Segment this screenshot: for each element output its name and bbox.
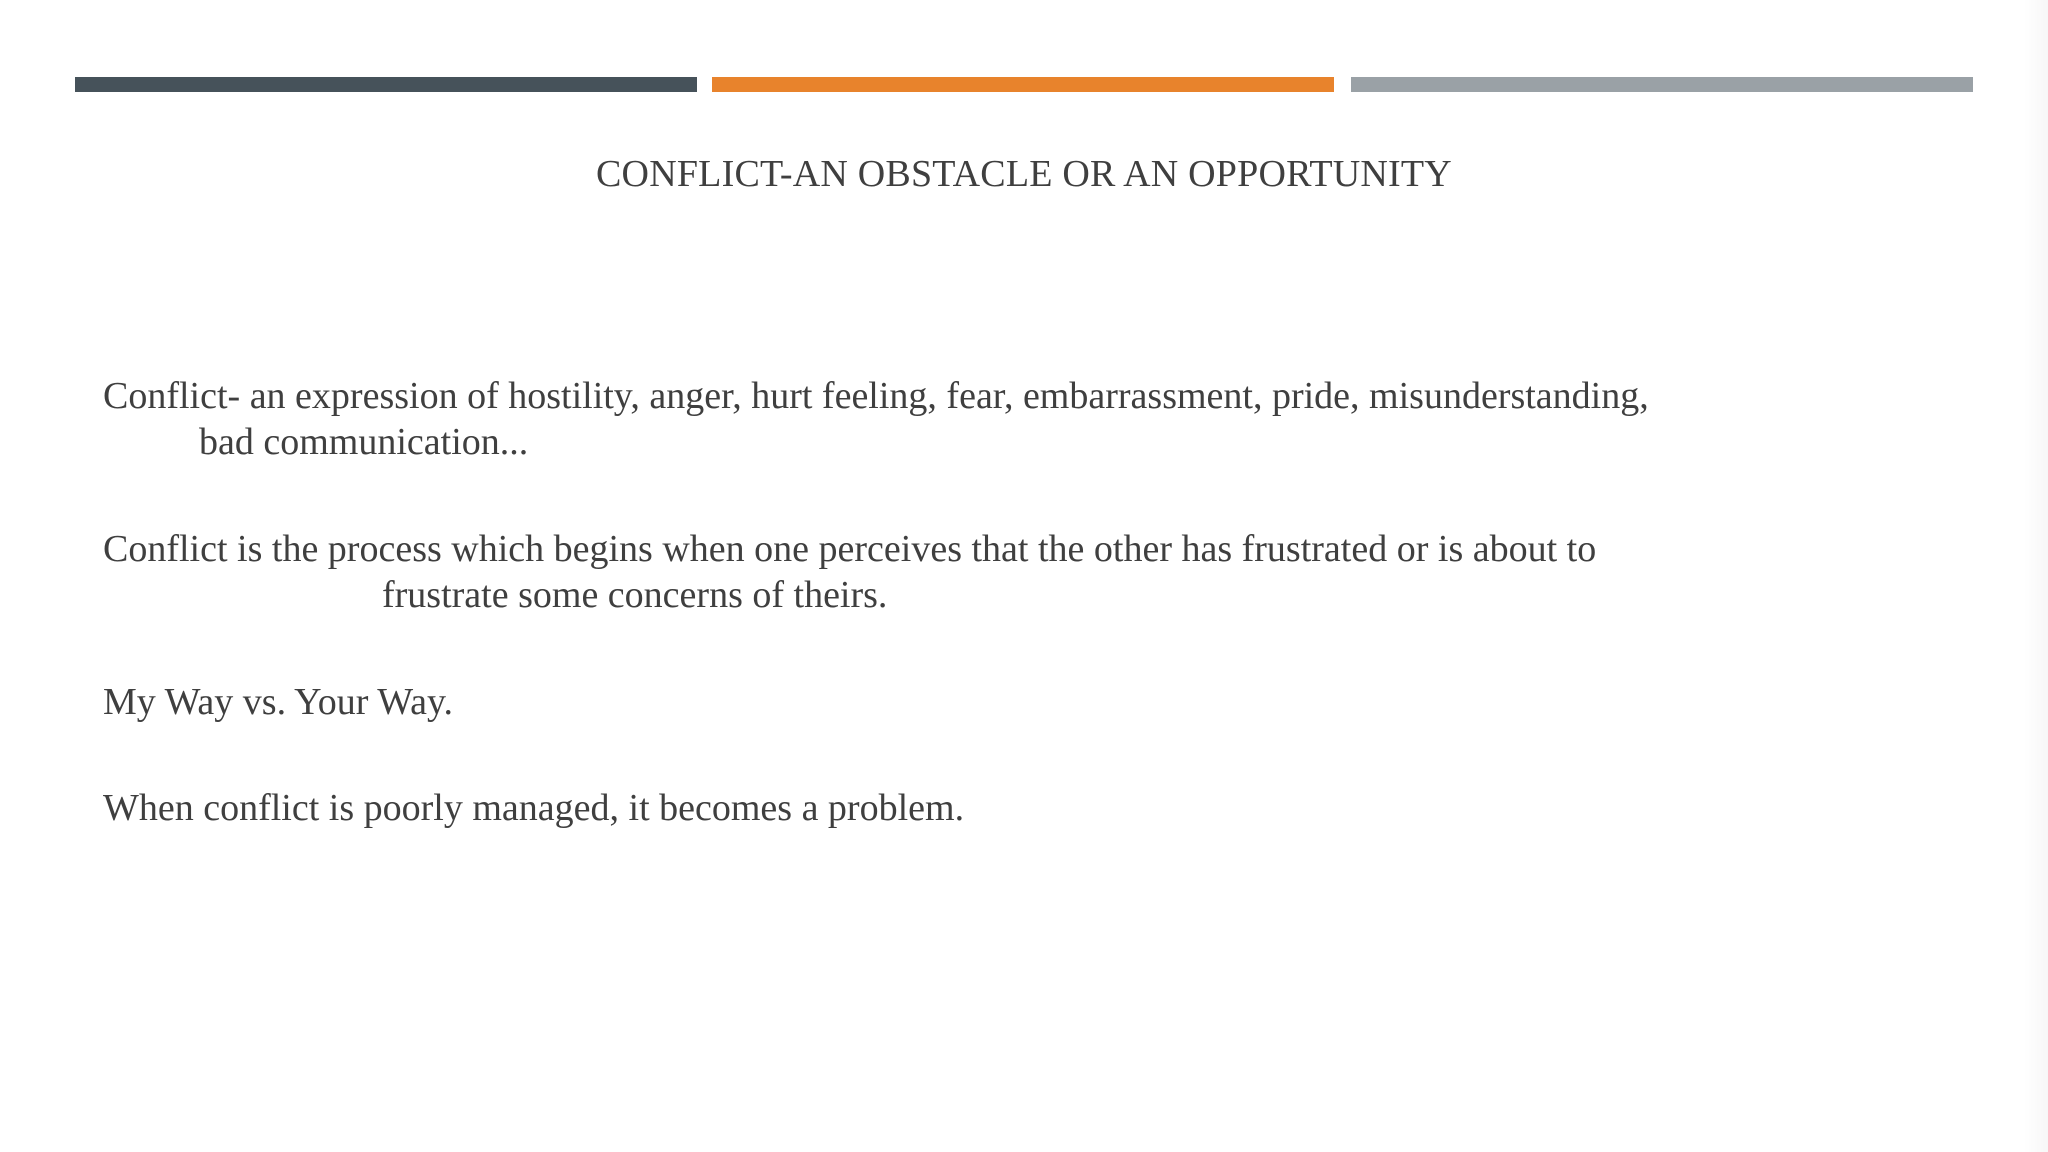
paragraph-line: Conflict- an expression of hostility, anger, hurt feeling, fear, embarrassment, pride, misunderstanding, bbox=[103, 375, 1649, 417]
body-paragraph-poorly-managed bbox=[103, 785, 964, 831]
slide-title: CONFLICT-AN OBSTACLE OR AN OPPORTUNITY bbox=[596, 153, 1452, 195]
paragraph-line-continued: bad communication... bbox=[199, 421, 529, 463]
body-paragraph-definition bbox=[103, 373, 1649, 465]
paragraph-line: Conflict is the process which begins when one perceives that the other has frustrated or is about to bbox=[103, 528, 1597, 570]
body-paragraph-process bbox=[103, 526, 1596, 618]
body-paragraph-my-way bbox=[103, 679, 453, 725]
accent-bar-gray bbox=[1351, 77, 1973, 92]
paragraph-line: When conflict is poorly managed, it becomes a problem. bbox=[103, 787, 965, 829]
paragraph-line: My Way vs. Your Way. bbox=[103, 681, 453, 723]
paragraph-line-continued: frustrate some concerns of theirs. bbox=[382, 574, 888, 616]
accent-bar-dark bbox=[75, 77, 697, 92]
accent-bar-orange bbox=[712, 77, 1334, 92]
